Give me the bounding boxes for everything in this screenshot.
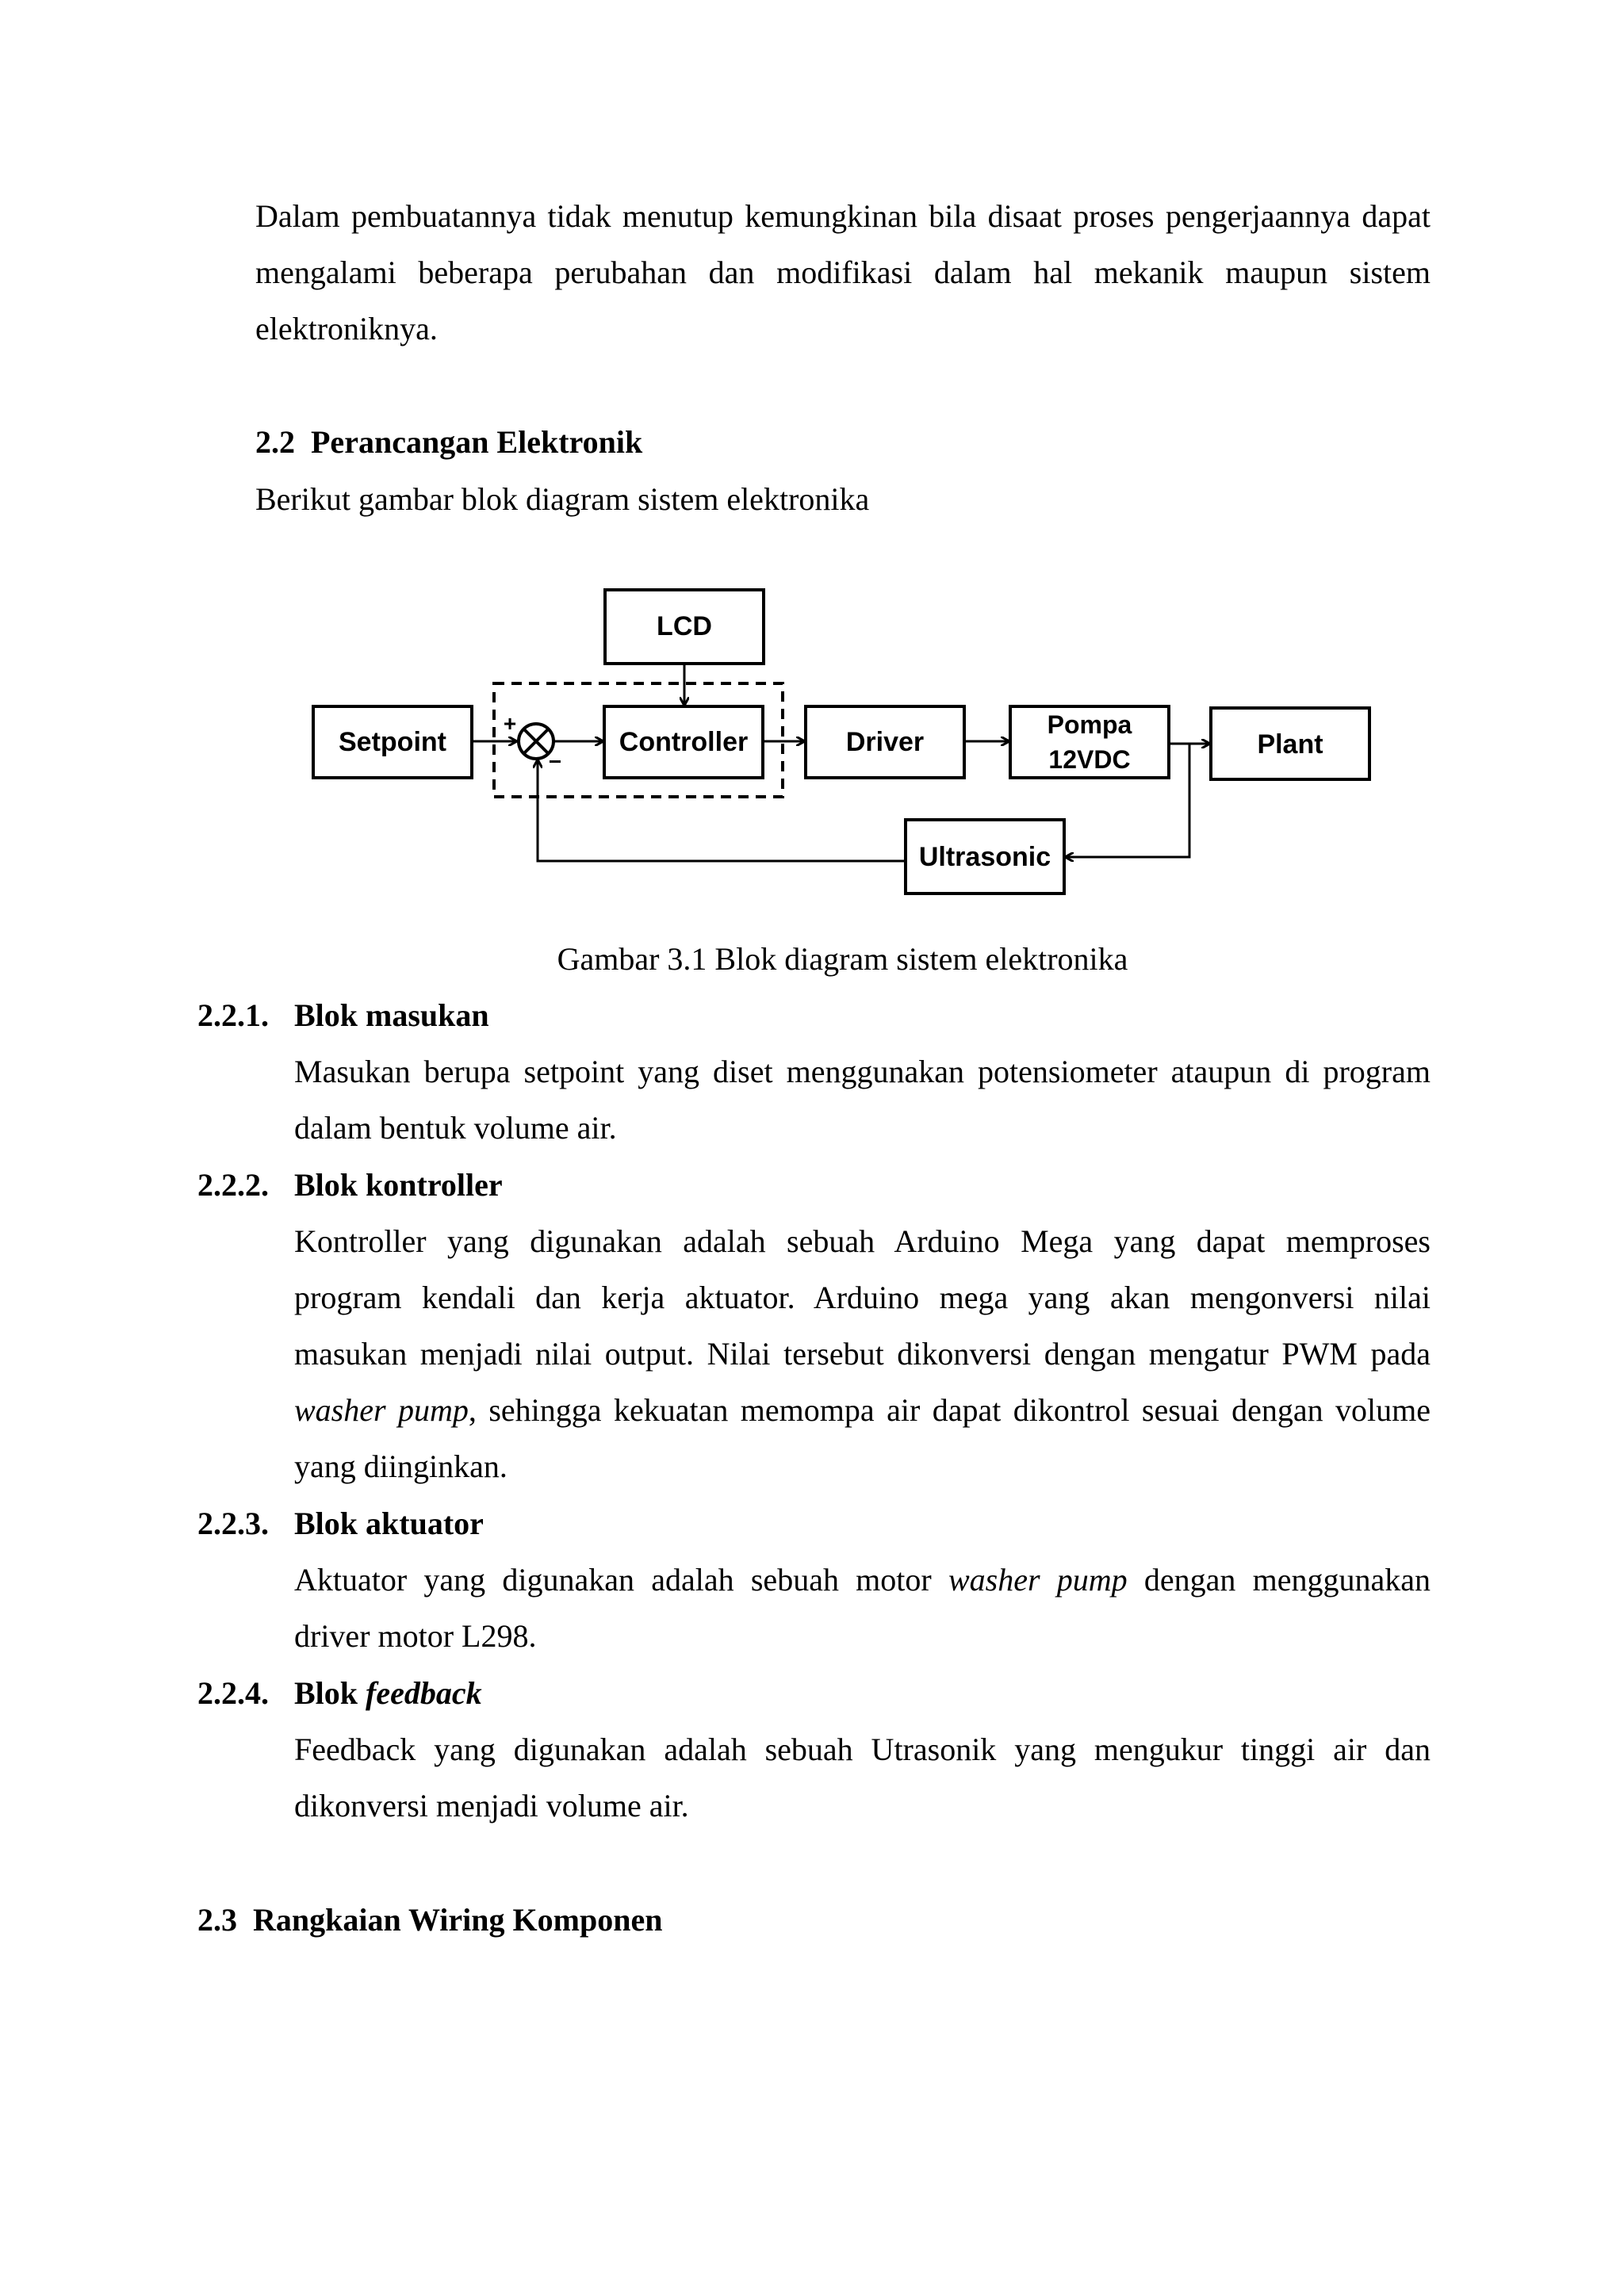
intro-line-3: elektroniknya. <box>255 311 438 346</box>
ultrasonic-label: Ultrasonic <box>918 842 1051 872</box>
body-text: Aktuator yang digunakan adalah sebuah motor <box>294 1562 948 1598</box>
setpoint-label: Setpoint <box>339 727 446 757</box>
subsection-heading-2-2-3 <box>197 1495 484 1552</box>
body-line: Feedback yang digunakan adalah sebuah Utrasonik yang mengukur tinggi air dan <box>294 1732 1431 1767</box>
body-line: yang diinginkan. <box>294 1448 508 1484</box>
body-line: driver motor L298. <box>294 1618 537 1654</box>
intro-line-1: Dalam pembuatannya tidak menutup kemungkinan bila disaat proses pengerjaannya dapat <box>255 198 1431 234</box>
intro-line-2: mengalami beberapa perubahan dan modifikasi dalam hal mekanik maupun sistem <box>255 254 1431 290</box>
subsection-heading-2-2-2 <box>197 1157 503 1213</box>
body-line: program kendali dan kerja aktuator. Arduino mega yang akan mengonversi nilai <box>294 1280 1431 1315</box>
subsection-number: 2.2.1. <box>197 997 269 1033</box>
subsection-number: 2.2.2. <box>197 1167 269 1203</box>
italic-term: washer pump <box>294 1392 469 1428</box>
driver-block <box>806 706 964 778</box>
subsection-number: 2.2.4. <box>197 1675 269 1711</box>
subsection-title: Blok aktuator <box>294 1506 484 1541</box>
italic-term: washer pump <box>948 1562 1128 1598</box>
pompa-label-line2: 12VDC <box>1048 745 1131 774</box>
body-line: dikonversi menjadi volume air. <box>294 1788 689 1823</box>
body-text: , sehingga kekuatan memompa air dapat dikontrol sesuai dengan volume <box>468 1392 1431 1428</box>
section-2-2-intro: Berikut gambar blok diagram sistem elektronika <box>255 481 870 517</box>
body-line <box>294 1382 1431 1438</box>
plus-sign: + <box>503 711 517 736</box>
controller-block <box>604 706 763 778</box>
body-line: masukan menjadi nilai output. Nilai tersebut dikonversi dengan mengatur PWM pada <box>294 1336 1431 1372</box>
subsection-2-2-4-body <box>294 1721 1431 1834</box>
pompa-label-line1: Pompa <box>1047 710 1132 739</box>
lcd-block <box>605 590 764 664</box>
subsection-title: Blok kontroller <box>294 1167 503 1203</box>
subsection-2-2-2-body <box>294 1213 1431 1494</box>
body-text: dengan menggunakan <box>1127 1562 1431 1598</box>
section-heading-2-3: 2.3 Rangkaian Wiring Komponen <box>197 1902 663 1938</box>
subsection-number: 2.2.3. <box>197 1506 269 1541</box>
driver-label: Driver <box>845 727 925 757</box>
figure-caption: Gambar 3.1 Blok diagram sistem elektronika <box>557 941 1128 977</box>
ultrasonic-block <box>906 820 1064 894</box>
plant-block <box>1211 708 1369 779</box>
body-line <box>294 1552 1431 1608</box>
setpoint-block <box>313 706 472 778</box>
body-line: Kontroller yang digunakan adalah sebuah Arduino Mega yang dapat memproses <box>294 1223 1431 1259</box>
subsection-heading-2-2-1 <box>197 987 489 1043</box>
subsection-2-2-1-body <box>294 1043 1431 1156</box>
plant-label: Plant <box>1257 729 1323 760</box>
subsection-heading-2-2-4 <box>197 1665 482 1721</box>
section-heading-2-2: 2.2 Perancangan Elektronik <box>255 424 643 460</box>
minus-sign: − <box>548 749 562 774</box>
lcd-label: LCD <box>657 611 712 641</box>
body-line: dalam bentuk volume air. <box>294 1110 617 1146</box>
body-line: Masukan berupa setpoint yang diset menggunakan potensiometer ataupun di program <box>294 1054 1431 1089</box>
subsection-title-italic: feedback <box>366 1675 482 1711</box>
subsection-2-2-3-body <box>294 1552 1431 1664</box>
controller-label: Controller <box>619 727 749 757</box>
pompa-block <box>1010 706 1169 778</box>
subsection-title-prefix: Blok <box>294 1675 366 1711</box>
block-diagram <box>0 0 1624 951</box>
subsection-title: Blok masukan <box>294 997 489 1033</box>
